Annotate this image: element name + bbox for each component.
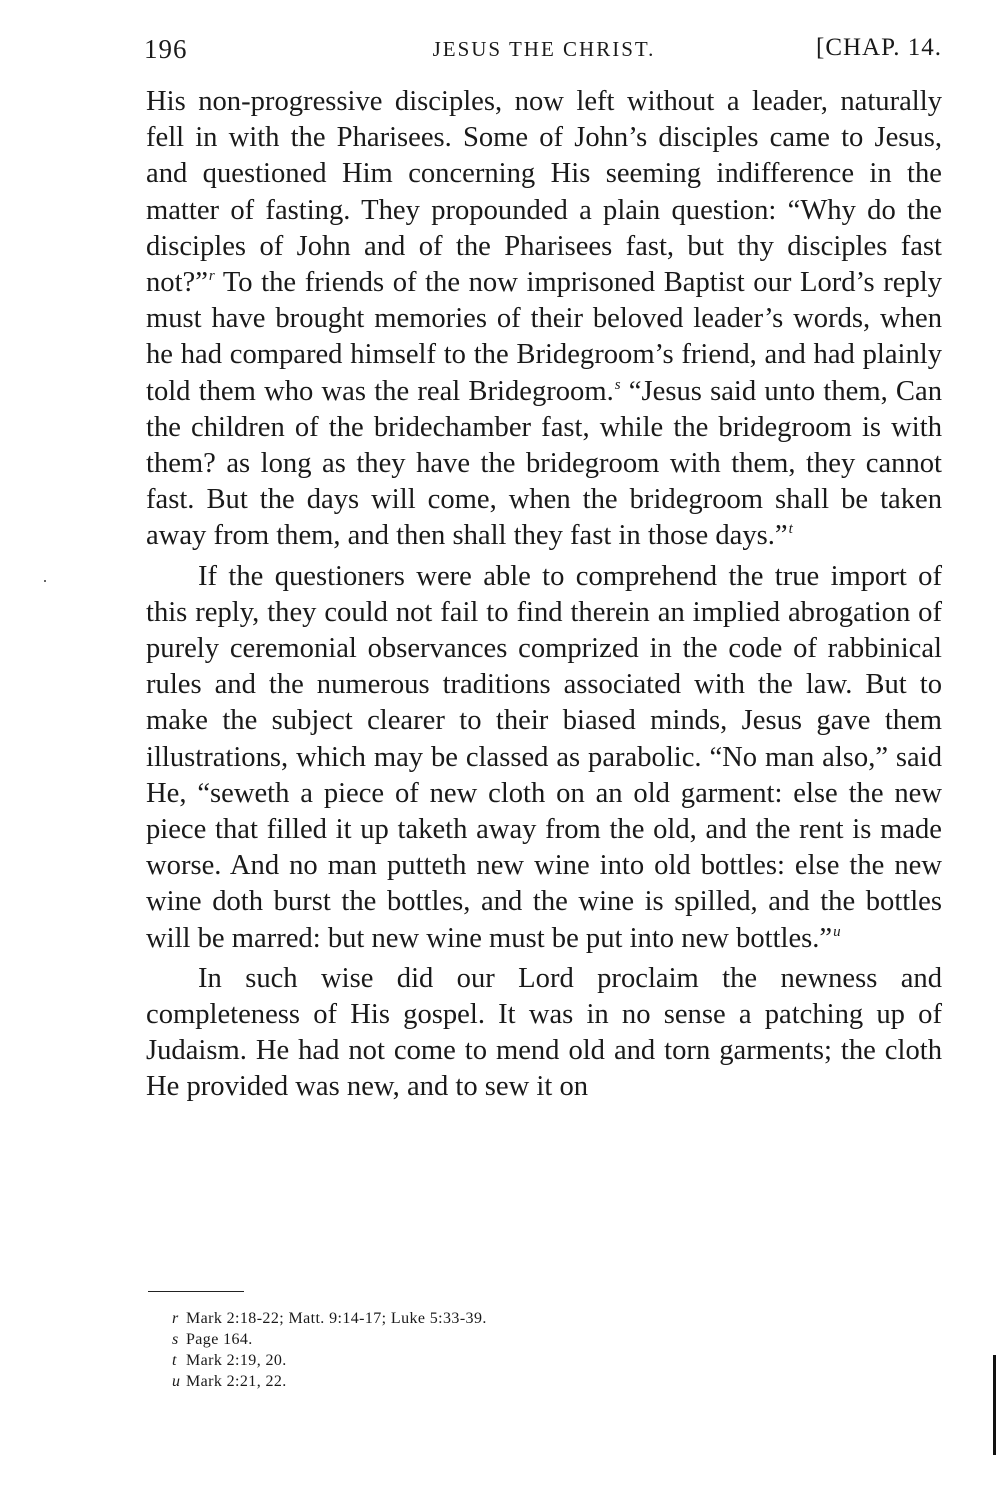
- paragraph-2: [146, 559, 942, 957]
- paragraph-2-text: If the questioners were able to comprehend the true import of this reply, they could not fail to find therein an implied abrogation of purely ceremonial observances comprized in the code of rabbinical rules and the numerous traditions associated with the law. But to make the subject clearer to their biased minds, Jesus gave them illustrations, which may be classed as parabolic. “No man also,” said He, “seweth a piece of new cloth on an old garment: else the new piece that filled it up taketh away from the old, and the rent is made worse. And no man putteth new wine into old bottles: else the new wine doth burst the bottles, and the wine is spilled, and the bottles will be marred: but new wine must be put into new bottles.”: [146, 560, 942, 954]
- footnote-s: [172, 1329, 872, 1350]
- paragraph-1-text-a: His non-progressive disciples, now left without a leader, naturally fell in with the Pharisees. Some of John’s disciples came to Jesus, and questioned Him concerning His seeming indifference in the matter of fasting. They propounded a plain question: “Why do the disciples of John and of the Pharisees fast, but thy disciples fast not?”: [146, 86, 942, 299]
- paragraph-1-text-b: To the friends of the now imprisoned Baptist our Lord’s reply must have brought memories of their beloved leader’s words, when he had compared himself to the Bridegroom’s friend, and had plainly told them who was the real Bridegroom.: [146, 267, 942, 407]
- footnote-text: Mark 2:18-22; Matt. 9:14-17; Luke 5:33-39.: [186, 1310, 487, 1327]
- footnote-text: Page 164.: [186, 1331, 253, 1348]
- footnote-divider: [148, 1291, 244, 1292]
- footnote-text: Mark 2:19, 20.: [186, 1352, 287, 1369]
- footnote-marker-t: t: [788, 521, 793, 538]
- footnote-letter: u: [172, 1373, 181, 1390]
- paragraph-3-text: In such wise did our Lord proclaim the newness and completeness of His gospel. It was in no sense a patching up of Judaism. He had not come to mend old and torn garments; the cloth He provided was new, and to sew it on: [146, 962, 942, 1103]
- footnote-letter: t: [172, 1352, 177, 1369]
- paragraph-1: [146, 84, 942, 555]
- footnote-letter: r: [172, 1310, 179, 1327]
- paragraph-1-text-c: “Jesus said unto them, Can the children of the bridechamber fast, while the bridegroom is with them? as long as they have the bridegroom with them, they cannot fast. But the days will come, when the bridegroom shall be taken away from them, and then shall they fast in those days.”: [146, 375, 942, 552]
- footnote-marker-u: u: [833, 923, 841, 940]
- scan-speck: [44, 580, 46, 582]
- footnote-u: [172, 1371, 872, 1392]
- footnote-marker-s: s: [614, 376, 621, 393]
- footnote-marker-r: r: [208, 268, 215, 285]
- running-title: JESUS THE CHRIST.: [432, 37, 656, 61]
- footnote-text: Mark 2:21, 22.: [186, 1373, 287, 1390]
- chapter-reference: [CHAP. 14.: [816, 34, 942, 61]
- paragraph-3: [146, 961, 942, 1106]
- footnotes: [172, 1308, 872, 1392]
- scan-edge-mark: [993, 1355, 996, 1455]
- footnote-letter: s: [172, 1331, 179, 1348]
- footnote-t: [172, 1350, 872, 1371]
- body-text: [146, 84, 942, 1106]
- page-header: [146, 34, 942, 70]
- footnote-r: [172, 1308, 872, 1329]
- page-number: 196: [144, 34, 188, 64]
